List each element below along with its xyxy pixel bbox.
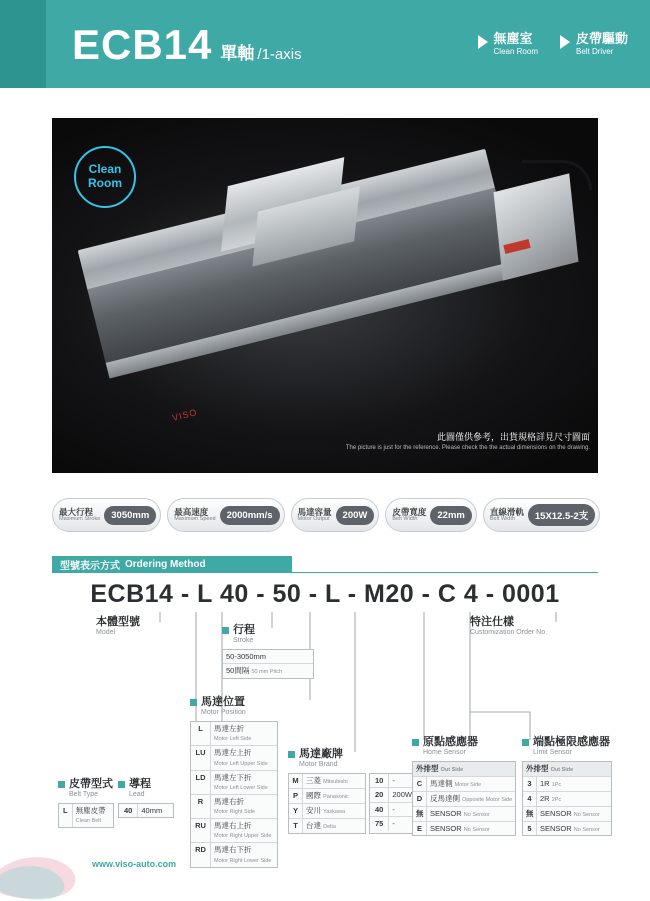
table-row <box>223 650 313 664</box>
motor-power-value: - <box>392 804 395 814</box>
callout-motor-brand-header <box>288 748 423 769</box>
motor-position-key: R <box>191 795 211 818</box>
spec-pill-linear-guide-en: Belt Width <box>489 515 515 522</box>
motor-position-en: Motor Left Upper Side <box>214 760 268 767</box>
feature-tag-cleanroom-en: Clean Room <box>493 46 538 56</box>
spec-pill-max-speed <box>167 498 284 532</box>
callout-motor-position-en: Motor Position <box>201 708 246 716</box>
motor-brand-en: Yaskawa <box>323 808 346 815</box>
section-divider <box>52 572 598 573</box>
callout-limit-sensor <box>522 736 612 836</box>
feature-tag-beltdriver-en: Belt Driver <box>575 46 614 56</box>
table-row <box>413 792 515 807</box>
motor-illustration <box>494 173 579 280</box>
motor-brand-key: Y <box>289 804 303 818</box>
callout-home-sensor <box>412 736 516 836</box>
motor-position-key: L <box>191 722 211 745</box>
motor-power-value: 200W <box>392 790 412 800</box>
feature-tag-cleanroom <box>478 32 538 56</box>
callout-belt-type <box>58 778 114 828</box>
header-accent-bar <box>0 0 46 88</box>
limit-sensor-cn: 1R <box>540 778 550 788</box>
table-header-row <box>413 762 515 777</box>
lead-value: 40mm <box>141 806 163 816</box>
home-sensor-cn: 馬達側 <box>430 778 453 788</box>
square-bullet-icon <box>288 751 295 758</box>
home-sensor-cn: SENSOR <box>430 808 462 818</box>
ordering-method-title-en: Ordering Method <box>125 558 206 570</box>
home-sensor-key: E <box>413 822 427 836</box>
table-row <box>289 804 365 819</box>
stroke-pitch-en: 50 mm Pitch <box>251 669 283 676</box>
table-row <box>223 664 313 678</box>
limit-sensor-header-en: Out Side <box>550 767 574 774</box>
table-row <box>191 746 277 770</box>
motor-position-key: LD <box>191 771 211 794</box>
product-title <box>72 21 302 68</box>
home-sensor-key: D <box>413 792 427 806</box>
callout-model-en: Model <box>96 628 116 636</box>
cleanroom-badge-line2: Room <box>88 176 122 190</box>
motor-position-en: Motor Left Side <box>214 736 252 743</box>
spec-pill-max-speed-cn: 最高速度 <box>174 506 209 517</box>
callout-motor-position-cn: 馬達位置 <box>201 696 245 708</box>
stroke-pitch-cn: 50間隔 <box>226 666 250 676</box>
motor-power-key: 75 <box>370 817 389 830</box>
stroke-range-value: 50-3050mm <box>226 652 267 662</box>
motor-position-cn: 馬達右下折 <box>214 845 252 855</box>
triangle-bullet-icon <box>478 35 488 49</box>
spec-pill-max-stroke-value: 3050mm <box>104 506 156 525</box>
motor-power-key: 10 <box>370 774 389 787</box>
belt-type-en: Clean Belt <box>75 818 102 825</box>
motor-power-key: 20 <box>370 788 389 801</box>
callout-motor-brand-table <box>288 773 366 834</box>
motor-position-cn: 馬達左下折 <box>214 772 252 782</box>
callout-stroke <box>222 624 314 679</box>
callout-motor-brand-en: Motor Brand <box>299 760 338 768</box>
table-row <box>523 792 611 807</box>
product-photo <box>52 118 598 473</box>
cleanroom-badge-line1: Clean <box>88 162 122 177</box>
spec-pill-linear-guide-value: 15X12.5-2支 <box>528 504 595 526</box>
limit-sensor-key: 3 <box>523 777 537 791</box>
motor-position-en: Motor Left Lower Side <box>214 784 268 791</box>
home-sensor-en: No Sensor <box>463 811 490 818</box>
callout-home-sensor-table <box>412 761 516 836</box>
limit-sensor-cn: 2R <box>540 793 550 803</box>
limit-sensor-key: 無 <box>523 807 537 821</box>
callout-belt-type-header <box>58 778 114 799</box>
motor-position-en: Motor Right Lower Side <box>214 857 272 864</box>
motor-brand-key: T <box>289 819 303 833</box>
callout-motor-position-table <box>190 721 278 868</box>
spec-pill-row <box>52 498 598 534</box>
spec-pill-linear-guide-cn: 直線滑軌 <box>489 506 524 517</box>
callout-motor-brand-cn: 馬達廠牌 <box>299 748 343 760</box>
spec-pill-belt-width <box>385 498 476 532</box>
table-row <box>191 771 277 795</box>
motor-brand-en: Mitsubishi <box>323 779 348 786</box>
home-sensor-en: Opposite Motor Side <box>462 796 513 803</box>
motor-brand-cn: 三菱 <box>306 776 321 786</box>
table-row <box>191 795 277 819</box>
table-header-row <box>523 762 611 777</box>
limit-sensor-en: 1Pc <box>551 781 562 788</box>
motor-brand-key: M <box>289 774 303 788</box>
callout-home-sensor-cn: 原點感應器 <box>423 736 478 748</box>
motor-position-key: RU <box>191 819 211 842</box>
callout-stroke-table <box>222 649 314 679</box>
motor-brand-cn: 國際 <box>306 790 321 800</box>
ordering-method-title-cn: 型號表示方式 <box>60 560 120 572</box>
page-header <box>0 0 650 88</box>
motor-position-cn: 馬達右折 <box>214 796 244 806</box>
table-row <box>119 804 173 817</box>
belt-type-cn: 無塵皮帶 <box>75 806 106 816</box>
callout-belt-type-en: Belt Type <box>69 790 99 798</box>
limit-sensor-en: No Sensor <box>573 811 600 818</box>
square-bullet-icon <box>522 739 529 746</box>
callout-limit-sensor-header <box>522 736 612 757</box>
spec-pill-motor-output-en: Motor Output <box>297 515 330 522</box>
motor-brand-cn: 台達 <box>306 820 321 830</box>
spec-pill-motor-output-cn: 馬達容量 <box>297 506 332 517</box>
callout-customization-header <box>470 616 547 637</box>
callout-model-cn: 本體型號 <box>96 616 140 628</box>
spec-pill-belt-width-en: Belt Width <box>392 515 418 522</box>
callout-belt-type-cn: 皮帶型式 <box>69 778 113 790</box>
callout-customization-cn: 特注仕樣 <box>470 616 514 628</box>
square-bullet-icon <box>412 739 419 746</box>
motor-brand-en: Delta <box>323 823 336 830</box>
callout-lead-header <box>118 778 174 799</box>
callout-lead-en: Lead <box>129 790 145 798</box>
triangle-bullet-icon <box>560 35 570 49</box>
motor-position-cn: 馬達左折 <box>214 724 244 734</box>
callout-motor-brand <box>288 748 423 834</box>
title-subtitle-cn: 單軸 <box>220 44 255 63</box>
table-row <box>523 822 611 836</box>
home-sensor-header-cn: 外排型 <box>416 764 439 774</box>
photo-disclaimer-cn: 此圖僅供參考，出貨規格詳見尺寸圖面 <box>436 432 590 442</box>
spec-pill-belt-width-value: 22mm <box>430 506 471 525</box>
cleanroom-badge <box>74 146 136 208</box>
photo-disclaimer <box>346 430 590 451</box>
callout-customization <box>470 616 547 637</box>
table-row <box>289 774 365 789</box>
spec-pill-belt-width-cn: 皮帶寬度 <box>392 506 427 517</box>
motor-power-value: - <box>392 776 395 786</box>
callout-lead-table <box>118 803 174 818</box>
home-sensor-cn: 反馬達側 <box>430 793 460 803</box>
lead-key: 40 <box>119 804 138 817</box>
motor-brand-key: P <box>289 789 303 803</box>
spec-pill-max-speed-en: Maximum Speed <box>174 515 216 522</box>
callout-home-sensor-header <box>412 736 516 757</box>
callout-customization-en: Customization Order No. <box>470 628 548 636</box>
spec-pill-motor-output-value: 200W <box>336 506 375 525</box>
callout-lead <box>118 778 174 818</box>
spec-pill-max-stroke-en: Maximum Stroke <box>59 515 101 522</box>
home-sensor-en: No Sensor <box>463 826 490 833</box>
linear-actuator-illustration <box>78 148 529 406</box>
home-sensor-en: Motor Side <box>454 781 482 788</box>
motor-brand-en: Panasonic <box>323 793 349 800</box>
callout-limit-sensor-cn: 端點極限感應器 <box>533 736 610 748</box>
table-row <box>59 804 113 827</box>
table-row <box>413 822 515 836</box>
title-subtitle-en: /1-axis <box>257 46 302 63</box>
ordering-method-section-title <box>52 556 292 572</box>
callout-motor-position <box>190 696 278 868</box>
spec-pill-motor-output <box>291 498 380 532</box>
callout-limit-sensor-en: Limit Sensor <box>533 748 572 756</box>
motor-brand-cn: 安川 <box>306 805 321 815</box>
limit-sensor-cn: SENSOR <box>540 823 572 833</box>
table-row <box>191 819 277 843</box>
motor-position-en: Motor Right Side <box>214 809 255 816</box>
spec-pill-max-speed-value: 2000mm/s <box>220 506 280 525</box>
table-row <box>413 777 515 792</box>
spec-pill-linear-guide <box>483 498 600 532</box>
callout-limit-sensor-table <box>522 761 612 836</box>
motor-position-en: Motor Right Upper Side <box>214 833 272 840</box>
motor-position-cn: 馬達左上折 <box>214 748 252 758</box>
feature-tag-beltdriver <box>560 32 628 56</box>
feature-tag-beltdriver-cn: 皮帶驅動 <box>575 31 628 46</box>
callout-lead-cn: 導程 <box>129 778 151 790</box>
limit-sensor-en: 2Pc <box>551 796 562 803</box>
footer-url[interactable]: www.viso-auto.com <box>92 859 177 869</box>
ordering-code-text: ECB14 - L 40 - 50 - L - M20 - C 4 - 0001 <box>90 580 560 608</box>
limit-sensor-key: 4 <box>523 792 537 806</box>
square-bullet-icon <box>190 699 197 706</box>
callout-model <box>96 616 140 637</box>
home-sensor-header-en: Out Side <box>440 767 464 774</box>
callout-belt-type-table <box>58 803 114 828</box>
callout-motor-position-header <box>190 696 278 717</box>
square-bullet-icon <box>222 627 229 634</box>
table-row <box>413 807 515 822</box>
belt-type-key: L <box>59 804 73 827</box>
table-row <box>523 777 611 792</box>
callout-home-sensor-en: Home Sensor <box>423 748 466 756</box>
ordering-code <box>0 580 650 609</box>
callout-stroke-header <box>222 624 314 645</box>
motor-position-key: LU <box>191 746 211 769</box>
square-bullet-icon <box>58 781 65 788</box>
callout-stroke-en: Stroke <box>233 636 254 644</box>
home-sensor-key: C <box>413 777 427 791</box>
spec-pill-max-stroke <box>52 498 161 532</box>
table-row <box>289 789 365 804</box>
home-sensor-cn: SENSOR <box>430 823 462 833</box>
table-row <box>289 819 365 833</box>
limit-sensor-key: 5 <box>523 822 537 836</box>
motor-position-key: RD <box>191 843 211 866</box>
table-row <box>523 807 611 822</box>
brand-mark-text: VISO <box>171 407 199 423</box>
photo-disclaimer-en: The picture is just for the reference. Please check the the actual dimensions on the drawing. <box>345 445 590 451</box>
limit-sensor-header-cn: 外排型 <box>526 764 549 774</box>
square-bullet-icon <box>118 781 125 788</box>
page-title: ECB14 <box>72 21 213 68</box>
limit-sensor-cn: SENSOR <box>540 808 572 818</box>
callout-stroke-cn: 行程 <box>233 624 255 636</box>
spec-pill-max-stroke-cn: 最大行程 <box>59 506 94 517</box>
home-sensor-key: 無 <box>413 807 427 821</box>
table-row <box>191 722 277 746</box>
callout-model-header <box>96 616 140 637</box>
motor-power-key: 40 <box>370 803 389 816</box>
motor-position-cn: 馬達右上折 <box>214 821 252 831</box>
footer-wave-decoration <box>0 849 650 901</box>
motor-power-value: - <box>392 819 395 829</box>
limit-sensor-en: No Sensor <box>573 826 600 833</box>
feature-tag-cleanroom-cn: 無塵室 <box>493 31 533 46</box>
header-feature-tags <box>478 32 628 56</box>
